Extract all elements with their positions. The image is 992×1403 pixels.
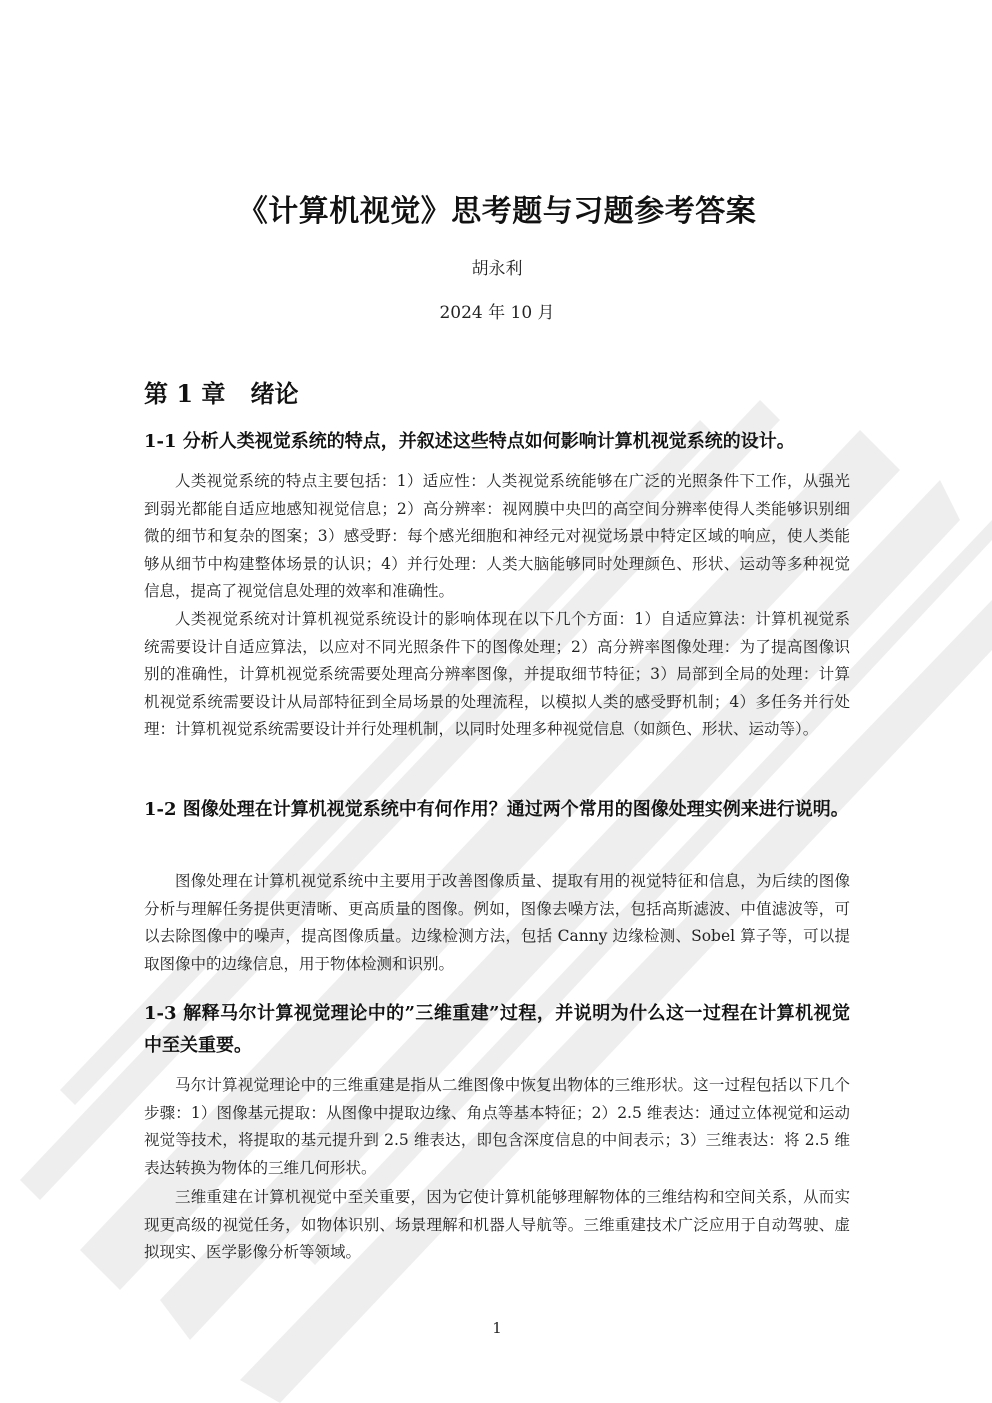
section-heading-1-1: 1-1 分析人类视觉系统的特点，并叙述这些特点如何影响计算机视觉系统的设计。 [144,431,795,452]
document-title: 《计算机视觉》思考题与习题参考答案 [237,194,757,229]
document-author: 胡永利 [471,259,523,279]
section-heading-1-2: 1-2 图像处理在计算机视觉系统中有何作用？通过两个常用的图像处理实例来进行说明。 [144,799,849,820]
section-1-3-paragraph-2: 三维重建在计算机视觉中至关重要，因为它使计算机能够理解物体的三维结构和空间关系，从而实现更高级的视觉任务，如物体识别、场景理解和机器人导航等。三维重建技术广泛应用于自动驾驶、虚拟现实、医学影像分析等领域。 [144,1188,850,1261]
section-1-1-paragraph-2: 人类视觉系统对计算机视觉系统设计的影响体现在以下几个方面：1）自适应算法：计算机视觉系统需要设计自适应算法，以应对不同光照条件下的图像处理；2）高分辨率图像处理：为了提高图像识别的准确性，计算机视觉系统需要处理高分辨率图像，并提取细节特征；3）局部到全局的处理：计算机视觉系统需要设计从局部特征到全局场景的处理流程，以模拟人类的感受野机制；4）多任务并行处理：计算机视觉系统需要设计并行处理机制，以同时处理多种视觉信息（如颜色、形状、运动等）。 [144,610,850,738]
section-heading-1-3: 1-3 解释马尔计算视觉理论中的”三维重建”过程，并说明为什么这一过程在计算机视觉中至关重要。 [144,1003,850,1056]
page-number: 1 [492,1319,502,1337]
section-1-1-paragraph-1: 人类视觉系统的特点主要包括：1）适应性：人类视觉系统能够在广泛的光照条件下工作，从强光到弱光都能自适应地感知视觉信息；2）高分辨率：视网膜中央凹的高空间分辨率使得人类能够识别细微的细节和复杂的图案；3）感受野：每个感光细胞和神经元对视觉场景中特定区域的响应，使人类能够从细节中构建整体场景的认识；4）并行处理：人类大脑能够同时处理颜色、形状、运动等多种视觉信息，提高了视觉信息处理的效率和准确性。 [144,472,850,600]
document-date: 2024 年 10 月 [439,303,555,323]
section-1-3-paragraph-1: 马尔计算视觉理论中的三维重建是指从二维图像中恢复出物体的三维形状。这一过程包括以下几个步骤：1）图像基元提取：从图像中提取边缘、角点等基本特征；2）2.5 维表达：通过立体视觉和运动视觉等技术，将提取的基元提升到 2.5 维表达，即包含深度信息的中间表示；3）三维表达：将 2.5 维表达转换为物体的三维几何形状。 [144,1076,850,1177]
chapter-heading: 第 1 章 绪论 [144,379,299,408]
section-1-2-paragraph-1: 图像处理在计算机视觉系统中主要用于改善图像质量、提取有用的视觉特征和信息，为后续的图像分析与理解任务提供更清晰、更高质量的图像。例如，图像去噪方法，包括高斯滤波、中值滤波等，可以去除图像中的噪声，提高图像质量。边缘检测方法，包括 Canny 边缘检测、Sobel 算子等，可以提取图像中的边缘信息，用于物体检测和识别。 [144,872,850,973]
